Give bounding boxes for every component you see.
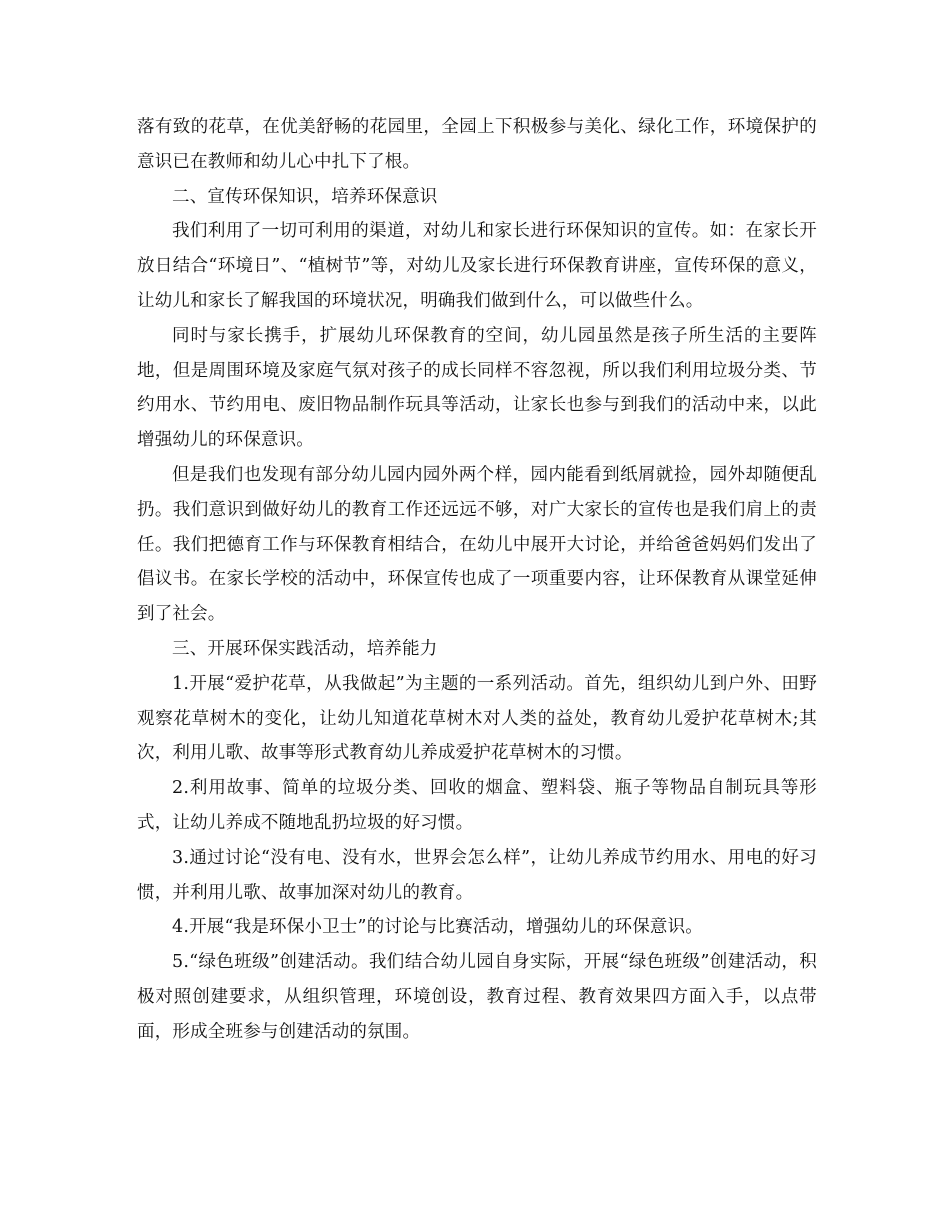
section-heading-2: 二、宣传环保知识，培养环保意识: [172, 186, 438, 207]
paragraph-4: 同时与家长携手，扩展幼儿环保教育的空间，幼儿园虽然是孩子所生活的主要阵地，但是周围环境及家庭气氛对孩子的成长同样不容忽视，所以我们利用垃圾分类、节约用水、节约用电、废旧物品制作玩具等活动，让家长也参与到我们的活动中来，以此增强幼儿的环保意识。: [137, 325, 817, 451]
document-body: [137, 110, 817, 1050]
list-item-1: 1.开展“爱护花草，从我做起”为主题的一系列活动。首先，组织幼儿到户外、田野观察花草树木的变化，让幼儿知道花草树木对人类的益处，教育幼儿爱护花草树木;其次，利用儿歌、故事等形式教育幼儿养成爱护花草树木的习惯。: [137, 673, 817, 764]
list-item-2: 2.利用故事、简单的垃圾分类、回收的烟盒、塑料袋、瓶子等物品自制玩具等形式，让幼儿养成不随地乱扔垃圾的好习惯。: [137, 778, 817, 833]
list-item-4: 4.开展“我是环保小卫士”的讨论与比赛活动，增强幼儿的环保意识。: [172, 917, 703, 938]
list-item-3: 3.通过讨论“没有电、没有水，世界会怎么样”，让幼儿养成节约用水、用电的好习惯，并利用儿歌、故事加深对幼儿的教育。: [137, 847, 817, 903]
section-heading-3: 三、开展环保实践活动，培养能力: [172, 638, 438, 659]
paragraph-3: 我们利用了一切可利用的渠道，对幼儿和家长进行环保知识的宣传。如：在家长开放日结合“环境日”、“植树节”等，对幼儿及家长进行环保教育讲座，宣传环保的意义，让幼儿和家长了解我国的环境状况，明确我们做到什么，可以做些什么。: [137, 221, 817, 311]
paragraph-5: 但是我们也发现有部分幼儿园内园外两个样，园内能看到纸屑就捡，园外却随便乱扔。我们意识到做好幼儿的教育工作还远远不够，对广大家长的宣传也是我们肩上的责任。我们把德育工作与环保教育相结合，在幼儿中展开大讨论，并给爸爸妈妈们发出了倡议书。在家长学校的活动中，环保宣传也成了一项重要内容，让环保教育从课堂延伸到了社会。: [137, 464, 817, 625]
paragraph-1: 落有致的花草，在优美舒畅的花园里，全园上下积极参与美化、绿化工作，环境保护的意识已在教师和幼儿心中扎下了根。: [137, 117, 817, 172]
list-item-5: 5.“绿色班级”创建活动。我们结合幼儿园自身实际，开展“绿色班级”创建活动，积极对照创建要求，从组织管理，环境创设，教育过程、教育效果四方面入手，以点带面，形成全班参与创建活动的氛围。: [137, 952, 817, 1042]
